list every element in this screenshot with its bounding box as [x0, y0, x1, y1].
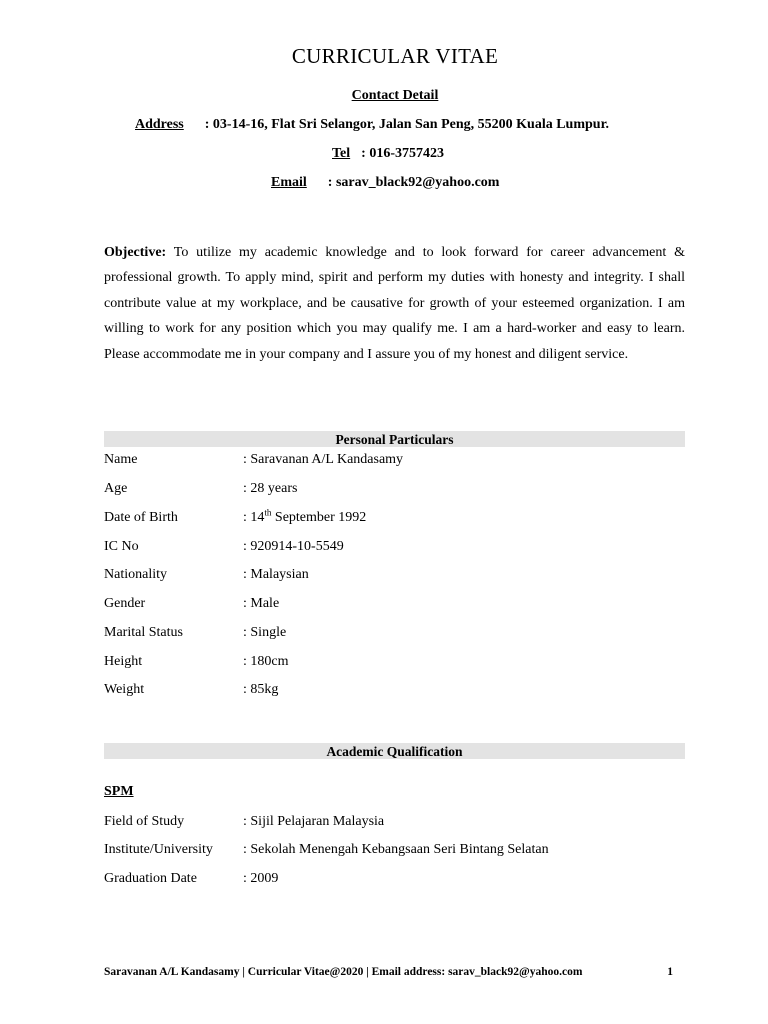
dob-ordinal-suffix: th: [264, 507, 272, 518]
row-value: : Sijil Pelajaran Malaysia: [243, 814, 385, 829]
document-title: CURRICULAR VITAE: [291, 44, 499, 68]
row-label: Weight: [104, 682, 145, 697]
dob-month-year: September 1992: [271, 510, 367, 525]
row-label: Graduation Date: [104, 871, 197, 886]
academic-qualification-heading: Academic Qualification: [104, 743, 685, 759]
row-value: : 85kg: [243, 682, 279, 697]
row-value: : Malaysian: [243, 567, 309, 582]
row-value: [243, 507, 367, 526]
address-label: Address: [135, 117, 184, 132]
row-label: Gender: [104, 596, 146, 611]
email-row: [271, 175, 499, 191]
email-label: Email: [271, 175, 307, 190]
row-label: Field of Study: [104, 814, 185, 829]
row-value: : 2009: [243, 871, 279, 886]
personal-particulars-heading: Personal Particulars: [104, 431, 685, 447]
footer-text: Saravanan A/L Kandasamy | Curricular Vitae@2020 | Email address: sarav_black92@yahoo.com: [104, 966, 583, 978]
row-value: : Single: [243, 625, 287, 640]
row-label: Institute/University: [104, 842, 213, 857]
row-label: Age: [104, 481, 128, 496]
tel-row: [332, 146, 444, 162]
address-row: [135, 117, 609, 133]
row-value: : Male: [243, 596, 280, 611]
spm-heading: SPM: [104, 784, 134, 799]
row-value: : 28 years: [243, 481, 298, 496]
address-value: : 03-14-16, Flat Sri Selangor, Jalan San Peng, 55200 Kuala Lumpur.: [204, 117, 610, 132]
page-number: 1: [667, 966, 673, 978]
objective-label: Objective:: [104, 245, 167, 260]
tel-label: Tel: [332, 146, 351, 161]
row-label: Nationality: [104, 567, 167, 582]
row-label: Date of Birth: [104, 510, 178, 525]
row-label: IC No: [104, 539, 139, 554]
objective-text: To utilize my academic knowledge and to look forward for career advancement & professional growth. To apply mind, spirit and perform my duties with honesty and integrity. I shall contribute value at my workplace, and be causative for growth of your esteemed organization. I am willing to work for any position which you may qualify me. I am a hard-worker and easy to learn. Please accommodate me in your company and I assure you of my honest and diligent service.: [104, 245, 685, 362]
row-value: : Saravanan A/L Kandasamy: [243, 452, 404, 467]
row-label: Name: [104, 452, 138, 467]
row-value: : 920914-10-5549: [243, 539, 344, 554]
contact-heading: Contact Detail: [351, 88, 439, 103]
dob-day: : 14: [243, 510, 265, 525]
row-label: Height: [104, 654, 143, 669]
row-value: : 180cm: [243, 654, 289, 669]
row-label: Marital Status: [104, 625, 183, 640]
row-value: : Sekolah Menengah Kebangsaan Seri Bintang Selatan: [243, 842, 549, 857]
email-value: : sarav_black92@yahoo.com: [327, 175, 500, 190]
tel-value: : 016-3757423: [361, 146, 444, 161]
objective-paragraph: [104, 240, 685, 367]
page-footer: [104, 966, 685, 978]
